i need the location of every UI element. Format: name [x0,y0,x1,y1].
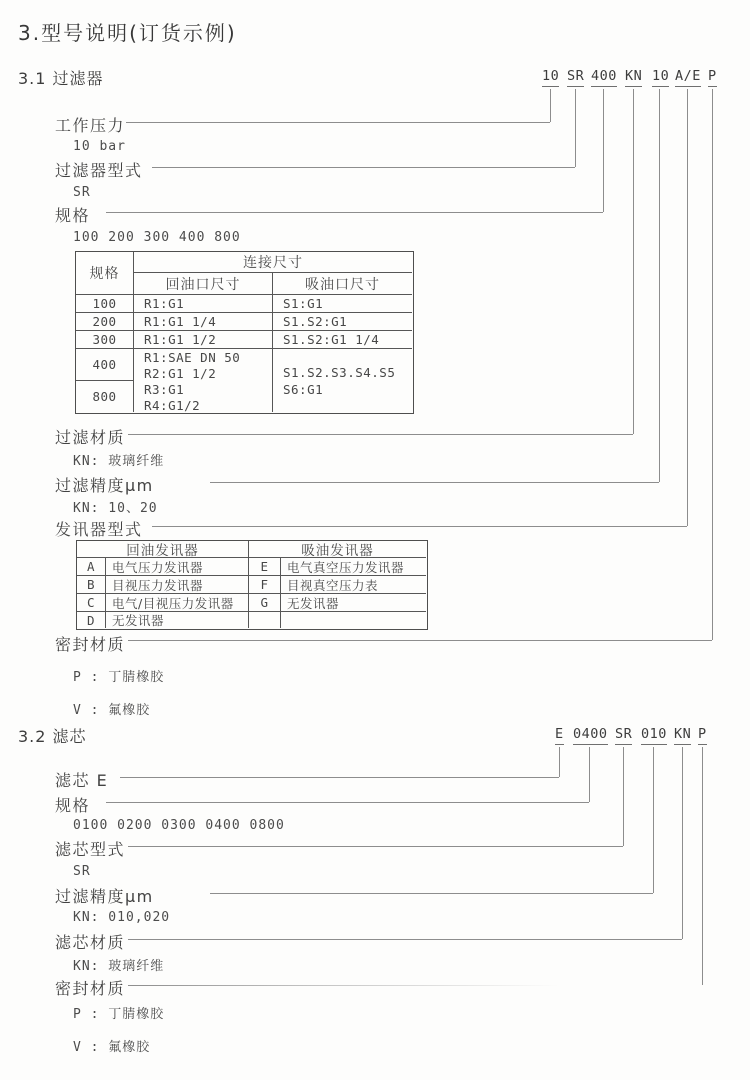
field-label-precision: 过滤精度μm [55,476,154,495]
connector-v-type [575,89,576,167]
code-segment-precision: 10 [652,68,669,87]
connector-h-element [120,777,559,778]
size-table-cell-return: R1:G1 1/4 [134,313,273,331]
indicator-desc: 目视真空压力表 [281,576,426,594]
model-code-element [0,726,750,748]
return-line: R3:G1 [144,382,185,397]
indicator-desc: 电气压力发讯器 [106,558,249,576]
size-table-cell-spec-400: 400 [76,349,134,381]
size-table-cell-suction-merged [273,349,412,412]
indicator-key: B [77,576,106,594]
code-segment-media: KN [674,726,691,745]
size-table-header-connection: 连接尺寸 [134,252,412,273]
field-label-spec: 规格 [55,206,91,225]
return-line: R2:G1 1/2 [144,366,217,381]
connector-v-media [633,89,634,434]
section-3-1-heading: 3.1 过滤器 [18,69,104,88]
indicator-key: G [249,594,281,612]
connector-v-type [623,747,624,846]
indicator-desc: 电气真空压力发讯器 [281,558,426,576]
suction-line: S1.S2.S3.S4.S5 [283,364,396,380]
indicator-key: D [77,612,106,628]
field-label-working-pressure: 工作压力 [55,116,126,135]
code-segment-seal: P [698,726,707,745]
field-value-seal-p: P : 丁腈橡胶 [73,1007,165,1022]
size-table-cell-spec-800: 800 [76,381,134,412]
code-segment-type: SR [615,726,632,745]
size-table-cell-return: R1:G1 1/2 [134,331,273,349]
field-label-media: 滤芯材质 [55,933,126,952]
connector-h-pressure [126,122,550,123]
field-label-precision: 过滤精度μm [55,887,154,906]
code-segment-media: KN [625,68,642,87]
connector-h-precision [210,893,653,894]
field-value-seal-v: V : 氟橡胶 [73,703,151,718]
field-value-media: KN: 玻璃纤维 [73,959,165,974]
field-label-seal: 密封材质 [55,635,126,654]
size-table-cell-return: R1:G1 [134,295,273,313]
size-table-cell-spec: 100 [76,295,134,313]
field-value-working-pressure: 10 bar [73,139,126,154]
connector-v-spec [603,89,604,212]
code-segment-spec: 400 [591,68,617,87]
field-value-media: KN: 玻璃纤维 [73,454,165,469]
connector-h-seal [128,640,712,641]
size-table-cell-suction: S1.S2:G1 [273,313,412,331]
code-segment-indicator: A/E [675,68,701,87]
size-table [75,251,414,414]
connector-h-media [128,434,633,435]
connector-v-pressure [550,89,551,122]
section-3-2-heading: 3.2 滤芯 [18,727,87,746]
code-segment-element: E [555,726,564,745]
field-value-filter-type: SR [73,185,91,200]
field-label-filter-type: 过滤器型式 [55,161,143,180]
page-title: 3.型号说明(订货示例) [18,21,237,45]
connector-v-precision [653,747,654,893]
connector-h-spec [106,212,603,213]
return-line: R4:G1/2 [144,398,201,412]
code-segment-precision: 010 [641,726,667,745]
indicator-desc: 目视压力发讯器 [106,576,249,594]
connector-v-media [682,747,683,939]
indicator-desc: 无发讯器 [281,594,426,612]
code-segment-type: SR [567,68,584,87]
suction-line: S6:G1 [283,381,324,397]
return-line: R1:SAE DN 50 [144,350,241,365]
indicator-desc [281,612,426,628]
field-label-media: 过滤材质 [55,428,126,447]
size-table-cell-spec: 200 [76,313,134,331]
field-value-spec: 100 200 300 400 800 [73,230,241,245]
connector-v-seal [712,89,713,640]
connector-h-media [128,939,682,940]
field-value-type: SR [73,864,91,879]
connector-v-element [559,747,560,777]
indicator-key: E [249,558,281,576]
size-table-cell-suction: S1:G1 [273,295,412,313]
field-label-seal: 密封材质 [55,979,126,998]
indicator-key: F [249,576,281,594]
size-table-cell-spec: 300 [76,331,134,349]
connector-v-precision [659,89,660,482]
field-value-seal-p: P : 丁腈橡胶 [73,670,165,685]
connector-h-indicator [152,526,687,527]
field-label-type: 滤芯型式 [55,840,126,859]
connector-v-seal [702,747,703,985]
field-label-spec: 规格 [55,796,91,815]
indicator-desc: 无发讯器 [106,612,249,628]
size-table-header-spec: 规格 [76,252,134,295]
indicator-key: A [77,558,106,576]
indicator-key: C [77,594,106,612]
size-table-header-return-port: 回油口尺寸 [134,273,273,295]
connector-h-spec [106,802,589,803]
size-table-cell-suction: S1.S2:G1 1/4 [273,331,412,349]
indicator-table-header-return: 回油发讯器 [77,541,249,558]
size-table-header-suction-port: 吸油口尺寸 [273,273,412,295]
connector-h-type [128,846,623,847]
connector-v-spec [589,747,590,802]
indicator-table [76,540,428,630]
connector-h-precision [210,482,659,483]
model-code-filter [0,68,750,90]
field-value-spec: 0100 0200 0300 0400 0800 [73,818,285,833]
connector-h-seal [128,985,702,986]
connector-v-indicator [687,89,688,526]
field-label-indicator: 发讯器型式 [55,520,143,539]
field-value-seal-v: V : 氟橡胶 [73,1040,151,1055]
size-table-cell-return-merged [134,349,273,412]
indicator-table-header-suction: 吸油发讯器 [249,541,426,558]
field-label-element: 滤芯 E [55,771,109,790]
connector-h-type [152,167,575,168]
indicator-desc: 电气/目视压力发讯器 [106,594,249,612]
field-value-precision: KN: 010,020 [73,910,171,925]
code-segment-seal: P [708,68,717,87]
indicator-key [249,612,281,628]
code-segment-spec: 0400 [573,726,608,745]
field-value-precision: KN: 10、20 [73,501,158,516]
code-segment-pressure: 10 [542,68,559,87]
